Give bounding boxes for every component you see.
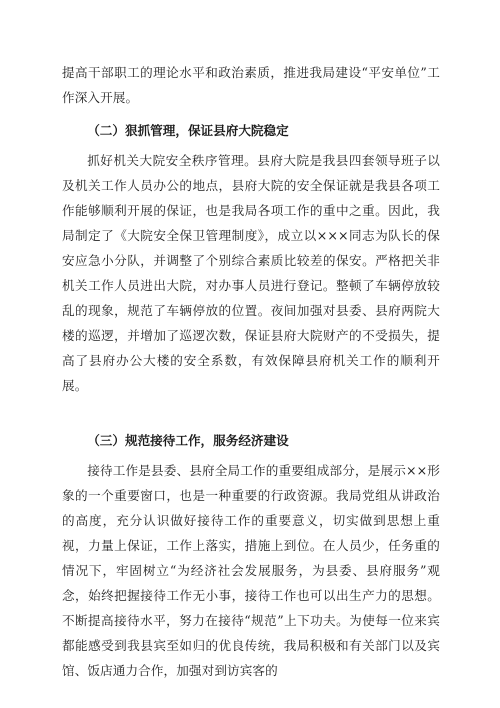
section-2-paragraph: 抓好机关大院安全秩序管理。县府大院是我县四套领导班子以及机关工作人员办公的地点，县府大院的安全保证就是我县各项工作能够顺利开展的保证，也是我局各项工作的重中之重。因此，我局制定了《大院安全保卫管理制度》，成立以×××同志为队长的保安应急小分队，并调整了个别综合素质比较差的保安。严格把关非机关工作人员进出大院，对办事人员进行登记。整顿了车辆停放较乱的现象，规范了车辆停放的位置。夜间加强对县委、县府两院大楼的巡逻，并增加了巡逻次数，保证县府大院财产的不受损失，提高了县府办公大楼的安全系数，有效保障县府机关工作的顺利开展。 bbox=[62, 153, 440, 393]
intro-paragraph: 提高干部职工的理论水平和政治素质，推进我局建设“平安单位”工作深入开展。 bbox=[62, 65, 440, 105]
section-heading-3: （三）规范接待工作，服务经济建设 bbox=[87, 433, 289, 448]
section-heading-2: （二）狠抓管理，保证县府大院稳定 bbox=[87, 123, 289, 138]
section-3-paragraph: 接待工作是县委、县府全局工作的重要组成部分，是展示××形象的一个重要窗口，也是一种重要的行政资源。我局党组从讲政治的高度，充分认识做好接待工作的重要意义，切实做到思想上重视，力量上保证，工作上落实，措施上到位。在人员少，任务重的情况下，牢固树立“为经济社会发展服务，为县委、县府服务”观念，始终把握接待工作无小事，接待工作也可以出生产力的思想。不断提高接待水平，努力在接待“规范”上下功夫。为使每一位来宾都能感受到我县宾至如归的优良传统，我局积极和有关部门以及宾馆、饭店通力合作，加强对到访宾客的 bbox=[62, 463, 440, 678]
